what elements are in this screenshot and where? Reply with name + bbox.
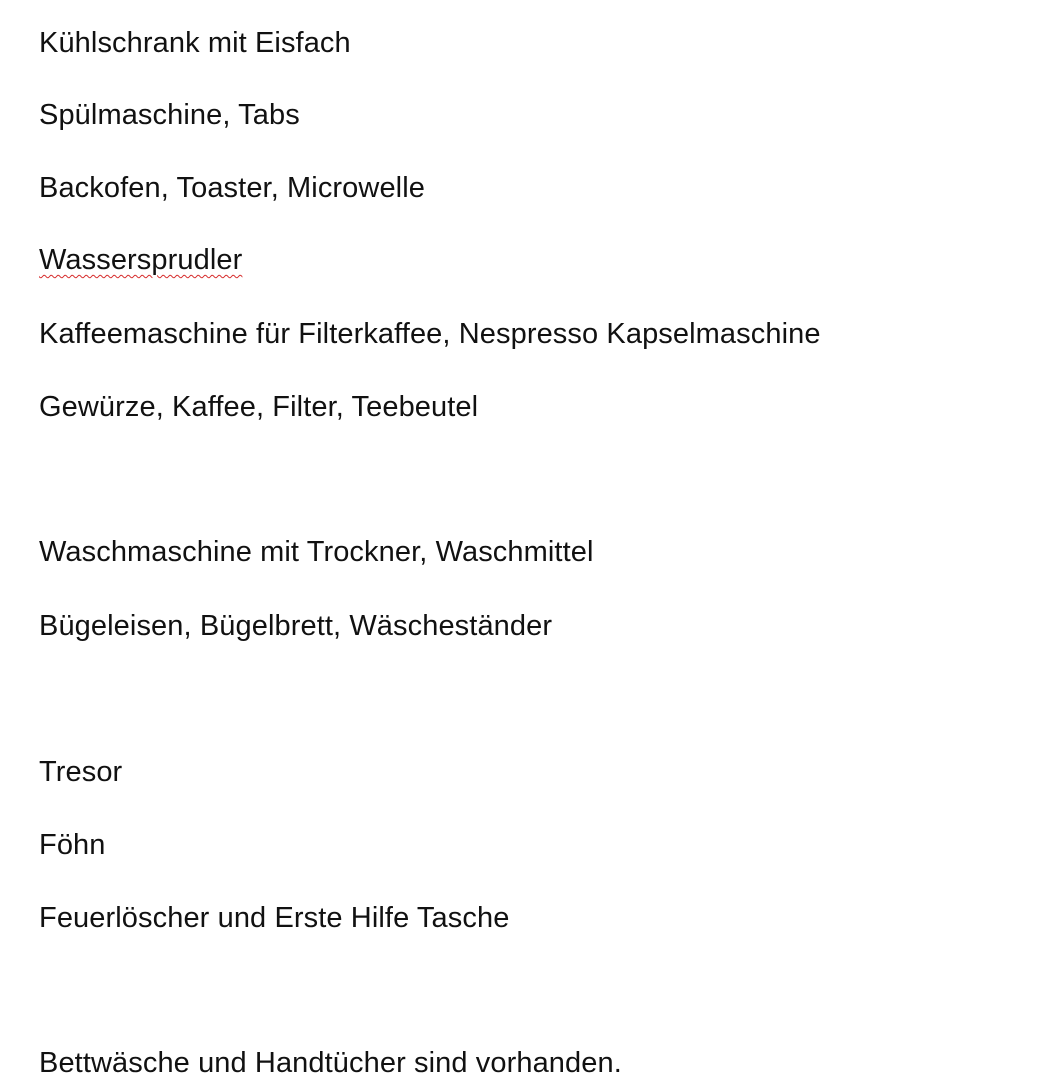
text-line: Kühlschrank mit Eisfach xyxy=(39,27,351,59)
text-line: Feuerlöscher und Erste Hilfe Tasche xyxy=(39,902,510,934)
text-line: Tresor xyxy=(39,756,123,788)
text-line: Gewürze, Kaffee, Filter, Teebeutel xyxy=(39,391,479,423)
text-line: Spülmaschine, Tabs xyxy=(39,99,300,131)
text-line: Waschmaschine mit Trockner, Waschmittel xyxy=(39,536,594,568)
text-line: Kaffeemaschine für Filterkaffee, Nespresso Kapselmaschine xyxy=(39,318,821,350)
text-line: Backofen, Toaster, Microwelle xyxy=(39,172,425,204)
spellcheck-flagged-word[interactable]: Wassersprudler xyxy=(39,244,243,276)
text-line: Föhn xyxy=(39,829,106,861)
text-line: Bettwäsche und Handtücher sind vorhanden. xyxy=(39,1047,622,1079)
text-line xyxy=(39,242,242,278)
text-line: Bügeleisen, Bügelbrett, Wäscheständer xyxy=(39,610,553,642)
